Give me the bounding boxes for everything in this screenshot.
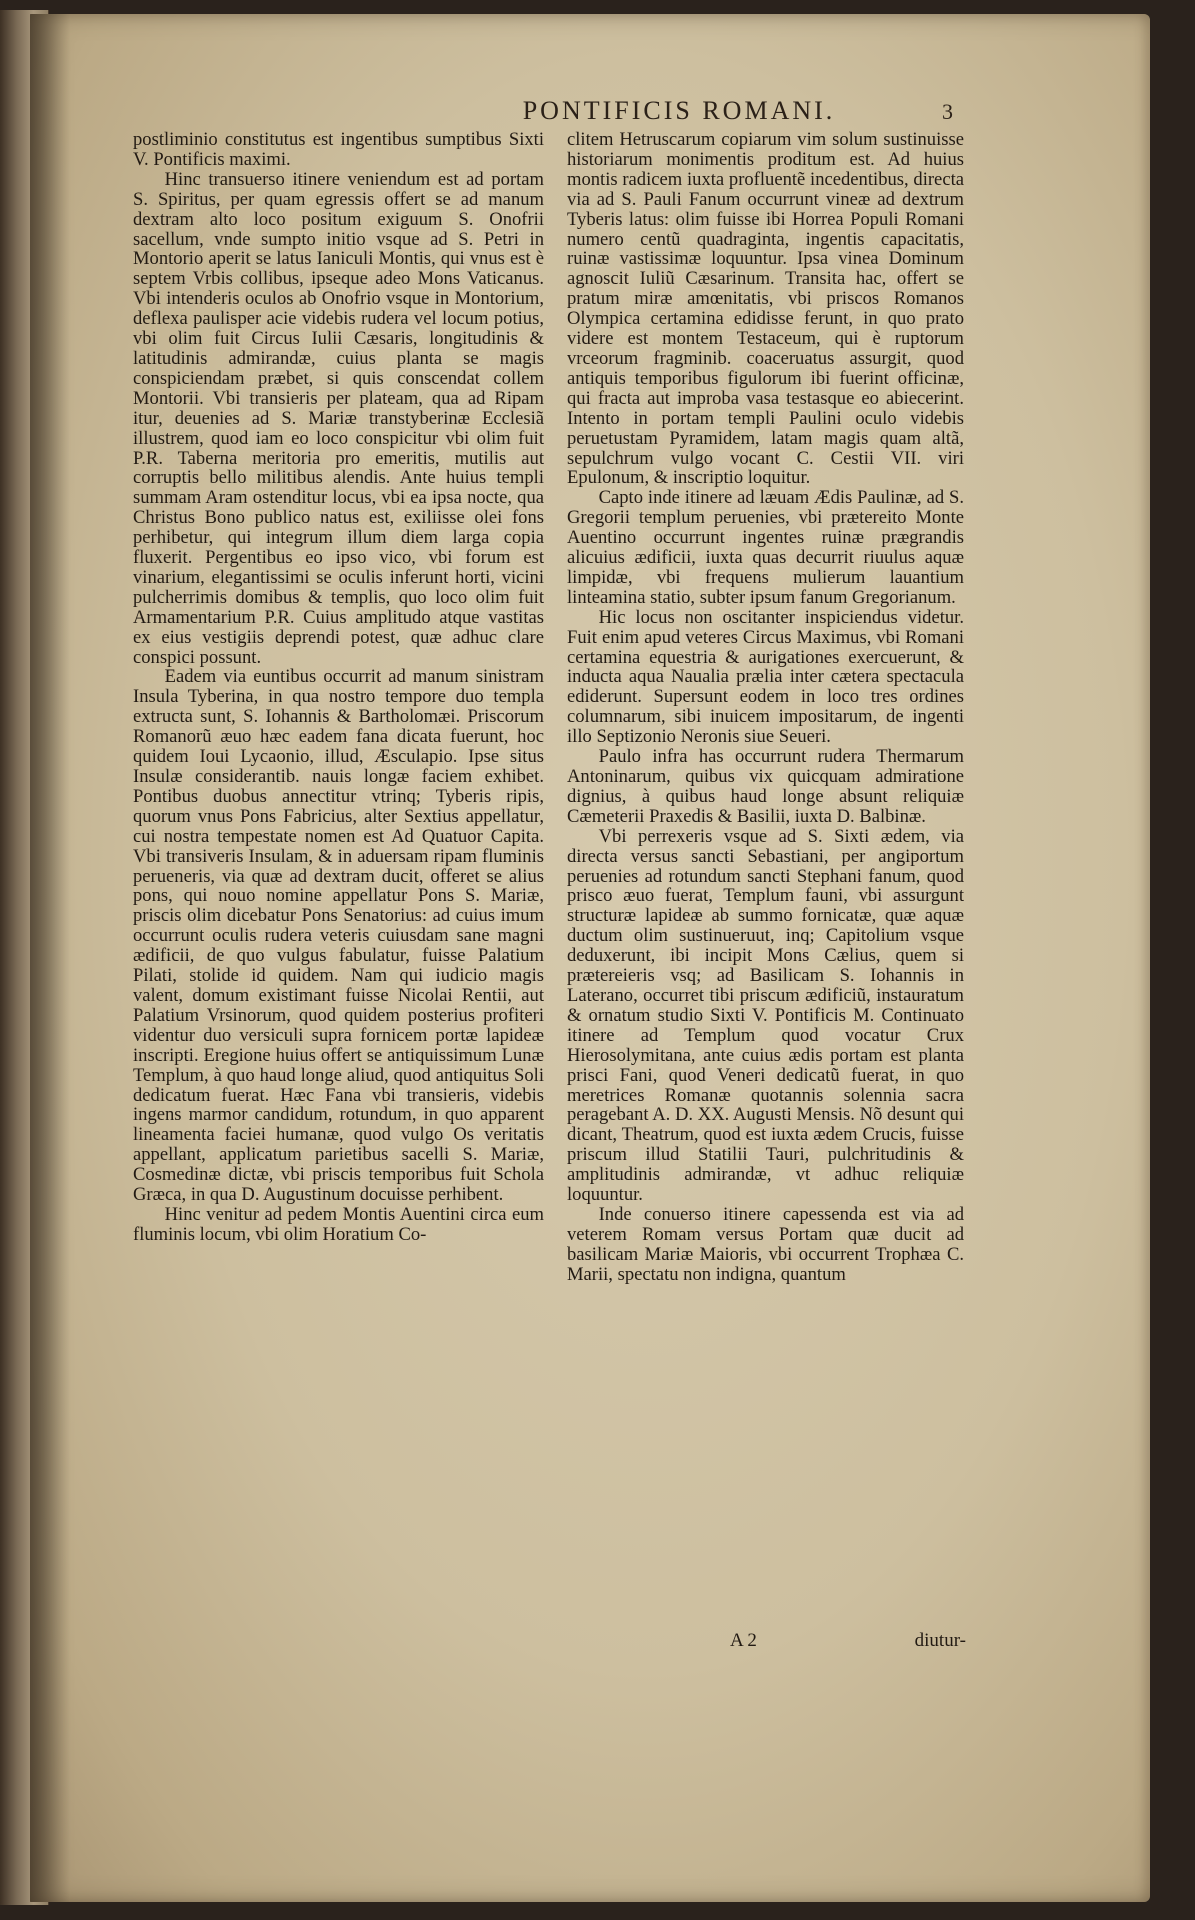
right-text-column: [567, 130, 964, 1285]
left-text-column: [133, 130, 544, 1245]
page-footer: [730, 1630, 966, 1652]
paragraph: Eadem via euntibus occurrit ad manum sinistram Insula Tyberina, in qua nostro tempore duo templa extructa sunt, S. Iohannis & Bartholomæi. Priscorum Romanorũ æuo hæc eadem fana dicata fuerunt, hoc quidem Ioui Lycaonio, illud, Æsculapio. Ipse situs Insulæ considerantib. nauis longæ faciem exhibet. Pontibus duobus annectitur vtrinq; Tyberis ripis, quorum vnus Pons Fabricius, alter Sextius appellatur, cui nostra tempestate nomen est Ad Quatuor Capita. Vbi transiveris Insulam, & in aduersam ripam fluminis perueneris, via quæ ad dextram ducit, offeret se alius pons, qui nouo nomine appellatur Pons S. Mariæ, priscis olim dicebatur Pons Senatorius: ad cuius imum occurrunt oculis rudera veteris cuiusdam sane magni ædificii, de quo vulgus fabulatur, fuisse Palatium Pilati, stolide id quidem. Nam qui iudicio magis valent, domum existimant fuisse Nicolai Rentii, aut Palatium Vrsinorum, quod quidem posterius profiteri videntur duo versiculi supra fornicem portæ lapideæ inscripti. Eregione huius offert se antiquissimum Lunæ Templum, à quo haud longe aliud, quod antiquitus Soli dedicatum fuerat. Hæc Fana vbi transieris, videbis ingens marmor candidum, rotundum, in quo apparent lineamenta faciei humanæ, quod vulgo Os veritatis appellant, applicatum parietibus sacelli S. Mariæ, Cosmedinæ dictæ, vbi priscis temporibus fuit Schola Græca, in qua D. Augustinum docuisse perhibent.: [133, 666, 544, 1206]
paragraph: Capto inde itinere ad læuam Ædis Paulinæ, ad S. Gregorii templum peruenies, vbi prætereito Monte Auentino occurrunt ingentes ruinæ prægrandis alicuius ædificii, iuxta quas decurrit riuulus aquæ limpidæ, vbi frequens mulierum lauantium linteamina statio, subter ipsum fanum Gregorianum.: [567, 487, 964, 608]
paragraph: Hinc transuerso itinere veniendum est ad portam S. Spiritus, per quam egressis offert se ad manum dextram alto loco positum exiguum S. Onofrii sacellum, vnde sumpto initio vsque ad S. Petri in Montorio aperit se latus Ianiculi Montis, qui vnus est è septem Vrbis collibus, ipseque adeo Mons Vaticanus. Vbi intenderis oculos ab Onofrio vsque in Montorium, deflexa paulisper acie videbis rudera vel locum potius, vbi olim fuit Circus Iulii Cæsaris, longitudinis & latitudinis admirandæ, cuius planta se magis conspiciendam præbet, si quis conscendat collem Montorii. Vbi transieris per plateam, qua ad Ripam itur, deuenies ad S. Mariæ transtyberinæ Ecclesiã illustrem, quod iam eo loco conspicitur vbi olim fuit P.R. Taberna meritoria pro emeritis, mutilis aut corruptis bello militibus alendis. Ante huius templi summam Aram ostenditur locus, vbi ea ipsa nocte, qua Christus Bono publico natus est, exiliisse olei fons perhibetur, qui integrum illum diem larga copia fluxerit. Pergentibus eo ipso vico, vbi forum est vinarium, elegantissimi se oculis inferunt horti, vicini pulcherrimis domibus & templis, quo loco olim fuit Armamentarium P.R. Cuius amplitudo atque vastitas ex eius vestigiis deprendi potest, quæ adhuc clare conspici possunt.: [133, 168, 544, 668]
paragraph: Vbi perrexeris vsque ad S. Sixti ædem, via directa versus sancti Sebastiani, per angiportum peruenies ad rotundum sancti Stephani fanum, quod prisco æuo fuerat, Templum fauni, vbi assurgunt structuræ lapideæ ab summo fornicatæ, quæ aquæ ductum olim sustinueruut, inq; Capitolium vsque deduxerunt, ibi incipit Mons Cælius, quem si prætereieris vsq; ad Basilicam S. Iohannis in Laterano, occurret tibi priscum ædificiũ, instauratum & ornatum studio Sixti V. Pontificis M. Continuato itinere ad Templum quod vocatur Crux Hierosolymitana, ante cuius ædis portam est planta prisci Fani, quod Veneri dedicatũ fuerat, in quo meretrices Romanæ quotannis solennia sacra peragebant A. D. XX. Augusti Mensis. Nõ desunt qui dicant, Theatrum, quod est iuxta ædem Crucis, fuisse priscum illud Statilii Tauri, pulchritudinis & amplitudinis admirandæ, vt adhuc reliquiæ loquuntur.: [567, 825, 964, 1206]
running-header: [416, 96, 956, 126]
paragraph: Hic locus non oscitanter inspiciendus videtur. Fuit enim apud veteres Circus Maximus, vbi Romani certamina equestria & aurigationes exercuerunt, & inducta aqua Naualia prælia inter cætera spectacula ediderunt. Supersunt eodem in loco tres ordines columnarum, sibi inuicem impositarum, de ingenti illo Septizonio Neronis siue Seueri.: [567, 606, 964, 748]
paragraph: Inde conuerso itinere capessenda est via ad veterem Romam versus Portam quæ ducit ad basilicam Mariæ Maioris, vbi occurrent Trophæa C. Marii, spectatu non indigna, quantum: [567, 1203, 964, 1285]
catchword: diutur-: [914, 1630, 966, 1651]
paragraph: Paulo infra has occurrunt rudera Thermarum Antoninarum, quibus vix quicquam admiratione dignius, à quibus haud longe absunt reliquiæ Cæmeterii Praxedis & Basilii, iuxta D. Balbinæ.: [567, 746, 964, 827]
running-title: PONTIFICIS ROMANI.: [522, 96, 836, 125]
paragraph: postliminio constitutus est ingentibus sumptibus Sixti V. Pontificis maximi.: [133, 129, 544, 170]
paragraph: Hinc venitur ad pedem Montis Auentini circa eum fluminis locum, vbi olim Horatium Co-: [133, 1203, 544, 1245]
paragraph: clitem Hetruscarum copiarum vim solum sustinuisse historiarum monimentis proditum est. Ad huius montis radicem iuxta profluentẽ incedentibus, directa via ad S. Pauli Fanum occurrunt vineæ ad dextrum Tyberis latus: olim fuisse ibi Horrea Populi Romani numero centũ quadraginta, ingentis capacitatis, ruinæ vastissimæ loquuntur. Ipsa vinea Dominum agnoscit Iuliũ Cæsarinum. Transita hac, offert se pratum miræ amœnitatis, vbi priscos Romanos Olympica certamina edidisse ferunt, in quo prato videre est montem Testaceum, qui è ruptorum vrceorum fragminib. coaceruatus assurgit, quod antiquis temporibus figulorum ibi fuerint officinæ, qui fracta aut improba vasa testasque eo abiecerint. Intento in portam templi Paulini oculo videbis peruetustam Pyramidem, latam magis quam altã, sepulchrum vulgo vocant C. Cestii VII. viri Epulonum, & inscriptio loquitur.: [567, 129, 964, 489]
signature-mark: A 2: [730, 1630, 757, 1651]
page-number: 3: [942, 99, 956, 124]
page-gutter-shadow: [30, 14, 70, 1902]
